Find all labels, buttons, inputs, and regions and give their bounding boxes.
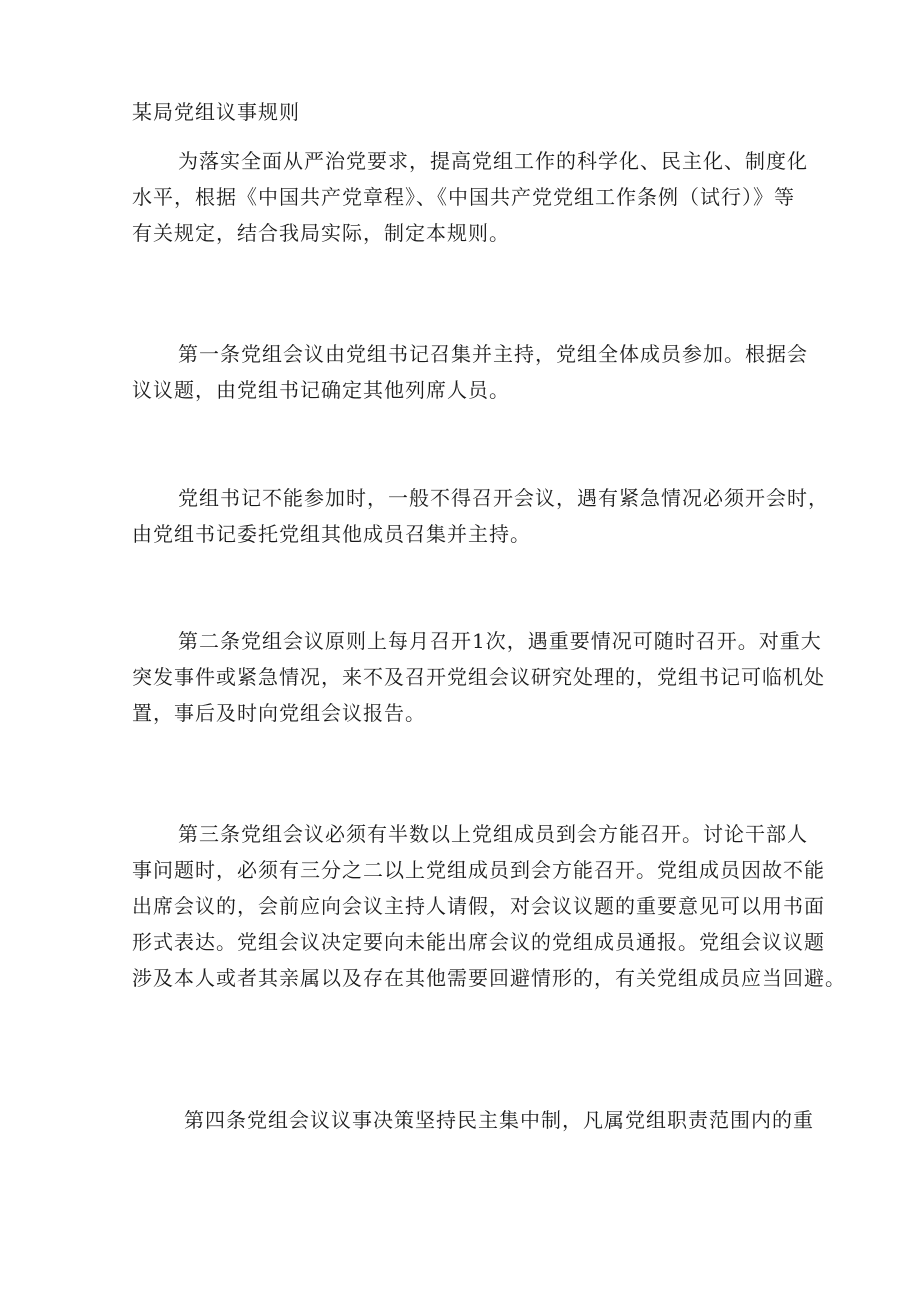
paragraph-line: 由党组书记委托党组其他成员召集并主持。 xyxy=(132,522,531,546)
paragraph-line: 出席会议的，会前应向会议主持人请假，对会议议题的重要意见可以用书面 xyxy=(132,894,825,918)
paragraph-article-1 xyxy=(132,336,808,408)
paragraph-line: 为落实全面从严治党要求，提高党组工作的科学化、民主化、制度化 xyxy=(178,149,808,173)
paragraph-line: 涉及本人或者其亲属以及存在其他需要回避情形的，有关党组成员应当回避。 xyxy=(132,966,846,990)
paragraph-intro xyxy=(132,143,808,251)
paragraph-line: 第二条党组会议原则上每月召开1次，遇重要情况可随时召开。对重大 xyxy=(178,629,822,653)
paragraph-line: 水平，根据《中国共产党章程》、《中国共产党党组工作条例（试行）》等 xyxy=(132,185,795,209)
paragraph-line: 置，事后及时向党组会议报告。 xyxy=(132,701,426,725)
paragraph-line: 突发事件或紧急情况，来不及召开党组会议研究处理的，党组书记可临机处 xyxy=(132,665,825,689)
paragraph-line: 事问题时，必须有三分之二以上党组成员到会方能召开。党组成员因故不能 xyxy=(132,858,825,882)
paragraph-article-2 xyxy=(132,623,825,731)
paragraph-line: 第三条党组会议必须有半数以上党组成员到会方能召开。讨论干部人 xyxy=(178,822,808,846)
paragraph-article-1-note xyxy=(132,480,829,552)
document-title: 某局党组议事规则 xyxy=(132,100,300,124)
paragraph-line: 有关规定，结合我局实际，制定本规则。 xyxy=(132,221,510,245)
paragraph-line: 形式表达。党组会议决定要向未能出席会议的党组成员通报。党组会议议题 xyxy=(132,930,825,954)
paragraph-line: 第四条党组会议议事决策坚持民主集中制，凡属党组职责范围内的重 xyxy=(184,1108,814,1132)
paragraph-article-3 xyxy=(132,816,846,996)
paragraph-line: 议议题，由党组书记确定其他列席人员。 xyxy=(132,378,510,402)
paragraph-line: 党组书记不能参加时，一般不得召开会议，遇有紧急情况必须开会时， xyxy=(178,486,829,510)
paragraph-article-4 xyxy=(132,1102,814,1138)
paragraph-line: 第一条党组会议由党组书记召集并主持，党组全体成员参加。根据会 xyxy=(178,342,808,366)
